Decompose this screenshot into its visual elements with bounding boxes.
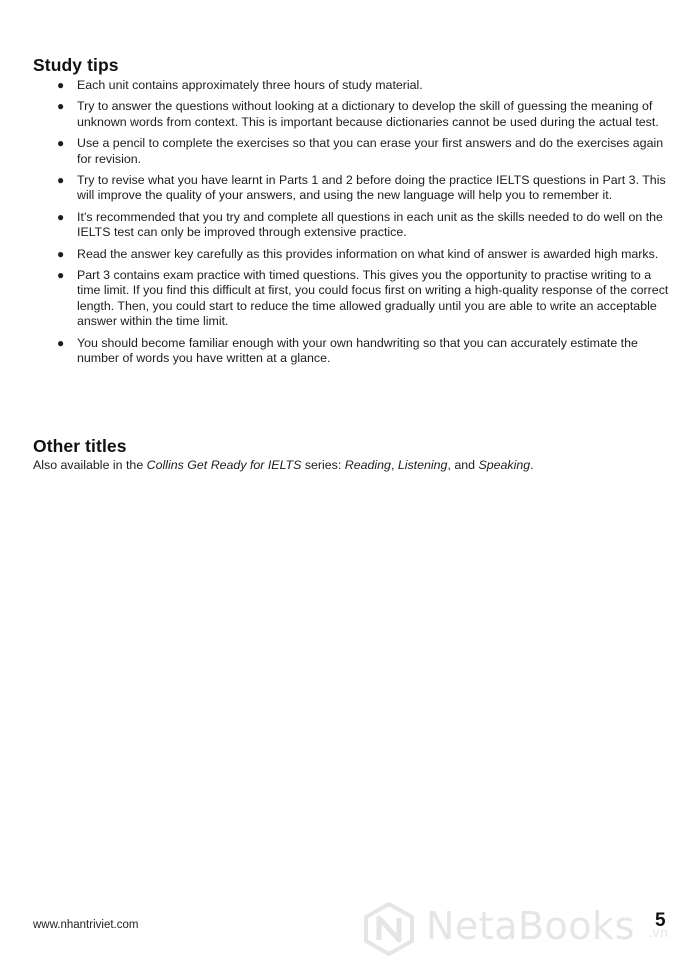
tip-text: Read the answer key carefully as this provides information on what kind of answer is awarded high marks. xyxy=(77,246,659,261)
list-item xyxy=(0,136,669,167)
bullet-icon: ● xyxy=(57,136,65,151)
bullet-icon: ● xyxy=(57,246,65,261)
other-titles-intro: Also available in the xyxy=(33,458,147,472)
tip-text: Part 3 contains exam practice with timed questions. This gives you the opportunity to practise writing to a time limit. If you find this difficult at first, you could focus first on writing a high-quality response of the correct length. Then, you could start to reduce the time allowed gradually until you are able to write an acceptable answer within the time limit. xyxy=(77,268,669,329)
series-suffix: series: xyxy=(301,458,345,472)
watermark xyxy=(362,898,682,958)
separator: , xyxy=(390,458,398,472)
book-title-listening: Listening xyxy=(397,458,448,472)
bullet-icon: ● xyxy=(57,173,65,188)
other-titles-heading: Other titles xyxy=(33,436,127,456)
netabooks-logo-icon xyxy=(362,902,416,956)
tip-text: Try to revise what you have learnt in Parts 1 and 2 before doing the practice IELTS questions in Part 3. This will improve the quality of your answers, and using the new language will help you to remember it. xyxy=(77,173,666,203)
book-title-reading: Reading xyxy=(344,458,391,472)
list-item xyxy=(0,99,669,130)
list-item xyxy=(0,173,669,204)
list-item xyxy=(0,210,669,241)
bullet-icon: ● xyxy=(57,99,65,114)
list-item xyxy=(0,336,669,367)
watermark-text: NetaBooks xyxy=(426,904,635,948)
watermark-suffix: .vn xyxy=(648,926,669,941)
tip-text: Use a pencil to complete the exercises so that you can erase your first answers and do the exercises again for revision. xyxy=(77,136,664,166)
bullet-icon: ● xyxy=(57,335,65,350)
study-tips-list xyxy=(0,78,700,373)
tip-text: Try to answer the questions without looking at a dictionary to develop the skill of guessing the meaning of unknown words from context. This is important because dictionaries cannot be used during the actual test. xyxy=(77,99,659,129)
bullet-icon: ● xyxy=(57,268,65,283)
list-item xyxy=(0,78,669,93)
list-item xyxy=(0,247,669,262)
footer-url: www.nhantriviet.com xyxy=(33,919,139,931)
study-tips-heading: Study tips xyxy=(33,55,119,75)
book-title-speaking: Speaking xyxy=(478,458,531,472)
sentence-end: . xyxy=(530,458,534,472)
bullet-icon: ● xyxy=(57,78,65,92)
page-number: 5 xyxy=(655,910,666,931)
tip-text: You should become familiar enough with your own handwriting so that you can accurately estimate the number of words you have written at a glance. xyxy=(77,335,638,366)
series-title: Collins Get Ready for IELTS xyxy=(146,458,302,472)
bullet-icon: ● xyxy=(57,209,65,224)
list-item xyxy=(0,268,669,330)
separator: , and xyxy=(447,458,479,472)
other-titles-text xyxy=(33,458,673,473)
tip-text: Each unit contains approximately three hours of study material. xyxy=(77,78,423,92)
tip-text: It’s recommended that you try and complete all questions in each unit as the skills needed to do well on the IELTS test can only be improved through extensive practice. xyxy=(77,209,663,240)
